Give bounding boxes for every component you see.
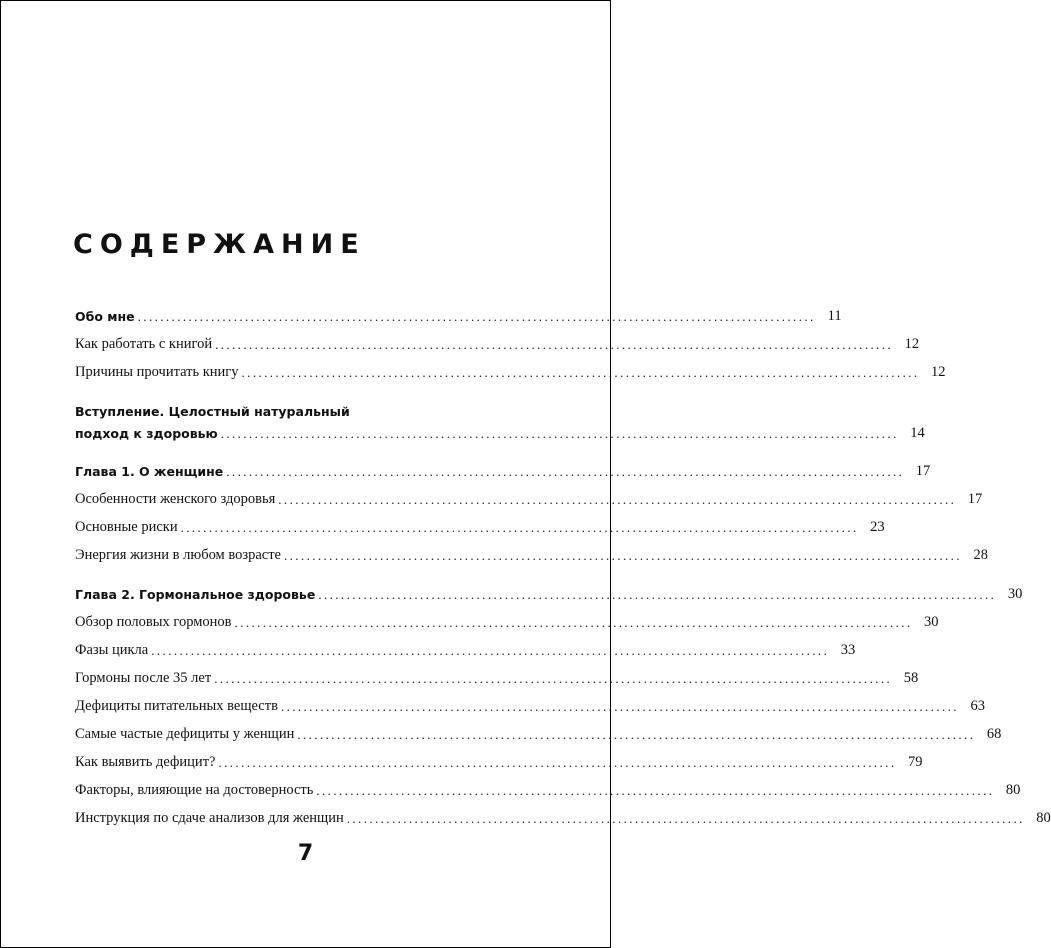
toc-entry-detect-deficit (75, 747, 923, 770)
toc-entry-label: Самые частые дефициты у женщин (75, 725, 295, 742)
toc-entry-label: Факторы, влияющие на достоверность (75, 781, 314, 798)
toc-entry-intro-line1: Вступление. Целостный натуральный (75, 404, 350, 419)
leader-dots: ........................................................................................................................ (218, 755, 897, 770)
toc-entry-label: Гормоны после 35 лет (75, 669, 212, 686)
toc-entry-cycle-phases (75, 635, 856, 658)
toc-entry-page: 12 (931, 363, 946, 380)
toc-entry-page: 63 (970, 697, 985, 714)
toc-entry-page: 68 (986, 725, 1002, 742)
toc-entry-test-instructions (75, 803, 1051, 826)
leader-dots: ........................................................................................................................ (241, 365, 920, 380)
toc-entry-page: 80 (1036, 809, 1051, 826)
toc-entry-how-to-use (75, 329, 920, 352)
toc-entry-label: Дефициты питательных веществ (75, 697, 278, 714)
toc-entry-common-deficits (75, 719, 1002, 742)
leader-dots: ........................................................................................................................ (280, 699, 959, 714)
toc-entry-page: 14 (910, 424, 925, 441)
toc-entry-page: 30 (1007, 585, 1023, 602)
toc-entry-page: 58 (903, 669, 919, 686)
toc-entry-page: 33 (840, 641, 856, 658)
leader-dots: ........................................................................................................................ (318, 587, 997, 602)
page-number: 7 (297, 841, 314, 866)
toc-entry-page: 80 (1005, 781, 1021, 798)
toc-entry-page: 30 (924, 613, 939, 630)
toc-entry-page: 28 (973, 546, 988, 563)
toc-entry-label: Глава 1. О женщине (75, 463, 224, 479)
toc-entry-label: Как выявить дефицит? (75, 753, 216, 770)
toc-entry-page: 23 (870, 518, 885, 535)
toc-entry-life-energy (75, 540, 988, 563)
leader-dots: ........................................................................................................................ (151, 643, 830, 658)
toc-entry-label: Как работать с книгой (75, 335, 213, 352)
toc-entry-reasons (75, 357, 946, 380)
toc-entry-intro (75, 418, 925, 441)
toc-entry-label: Обо мне (75, 308, 135, 324)
toc-entry-womens-health (75, 484, 983, 507)
leader-dots: ........................................................................................................................ (215, 337, 894, 352)
leader-dots: ........................................................................................................................ (220, 426, 899, 441)
toc-entry-page: 17 (967, 490, 983, 507)
toc-entry-page: 11 (827, 307, 842, 324)
toc-entry-label: Фазы цикла (75, 641, 149, 658)
toc-entry-nutrient-deficits (75, 691, 985, 714)
toc-entry-label: подход к здоровью (75, 425, 218, 441)
toc-entry-page: 12 (904, 335, 920, 352)
toc-entry-chapter-1 (75, 456, 931, 479)
leader-dots: ........................................................................................................................ (297, 727, 976, 742)
leader-dots: ........................................................................................................................ (180, 520, 859, 535)
toc-entry-label: Обзор половых гормонов (75, 613, 232, 630)
toc-entry-reliability-factors (75, 775, 1021, 798)
toc-entry-about-me (75, 301, 842, 324)
toc-entry-main-risks (75, 512, 885, 535)
toc-entry-page: 17 (915, 462, 931, 479)
leader-dots: ........................................................................................................................ (234, 615, 913, 630)
toc-entry-label: Основные риски (75, 518, 178, 535)
leader-dots: ........................................................................................................................ (226, 464, 905, 479)
toc-entry-hormones-after-35 (75, 663, 919, 686)
leader-dots: ........................................................................................................................ (214, 671, 893, 686)
toc-heading: СОДЕРЖАНИЕ (73, 229, 366, 260)
toc-entry-label: Глава 2. Гормональное здоровье (75, 586, 316, 602)
toc-entry-label: Инструкция по сдаче анализов для женщин (75, 809, 344, 826)
toc-entry-chapter-2 (75, 579, 1023, 602)
leader-dots: ........................................................................................................................ (346, 811, 1025, 826)
leader-dots: ........................................................................................................................ (137, 309, 816, 324)
toc-entry-label: Энергия жизни в любом возрасте (75, 546, 281, 563)
toc-entry-page: 79 (907, 753, 923, 770)
toc-entry-label: Причины прочитать книгу (75, 363, 239, 380)
leader-dots: ........................................................................................................................ (278, 492, 957, 507)
leader-dots: ........................................................................................................................ (283, 548, 962, 563)
toc-entry-sex-hormones (75, 607, 939, 630)
toc-entry-label: Особенности женского здоровья (75, 490, 276, 507)
leader-dots: ........................................................................................................................ (316, 783, 995, 798)
